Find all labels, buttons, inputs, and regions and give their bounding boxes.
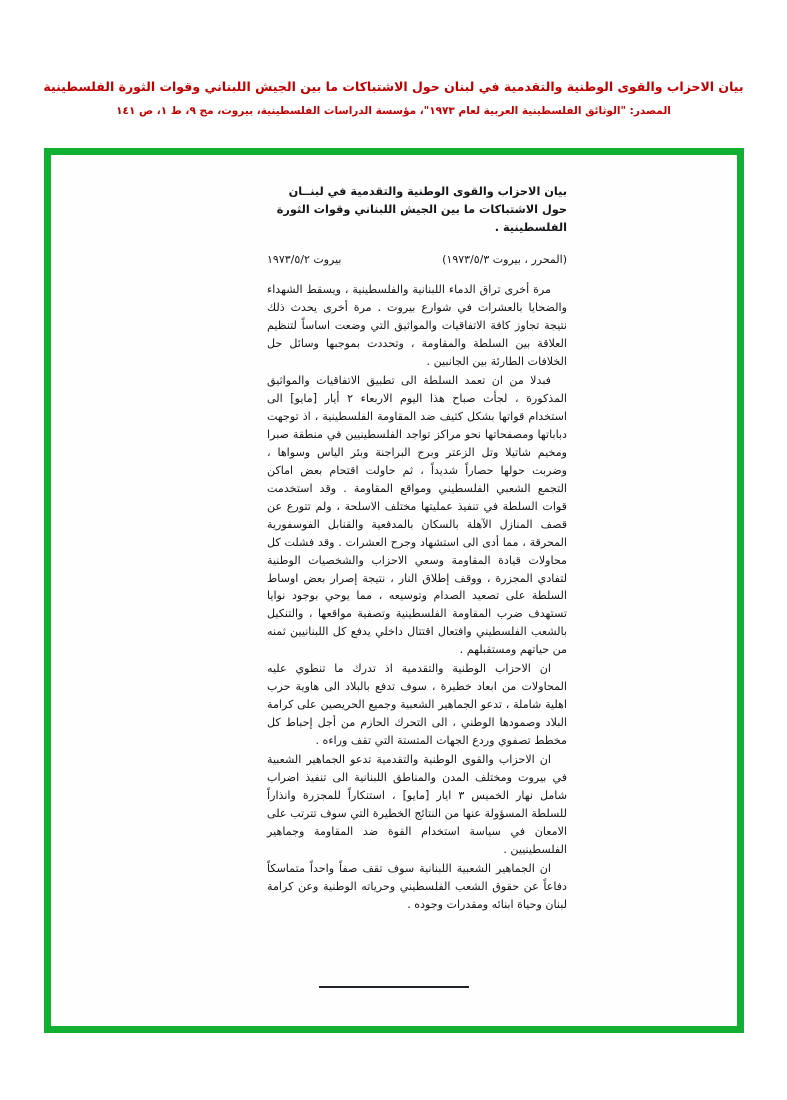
source-citation: المصدر: "الوثائق الفلسطينية العربية لعام ١٩٧٣"، مؤسسة الدراسات الفلسطينية، بيروت، مج ٩، ط ١، ص ١٤١: [116, 104, 671, 117]
scan-document-title: بيان الاحزاب والقوى الوطنية والتقدمية في لبنــان حول الاشتباكات ما بين الجيش اللبناني وقوات الثورة الفلسطينية .: [276, 185, 567, 235]
place-and-date: بيروت ١٩٧٣/٥/٢: [267, 253, 342, 267]
dateline: [267, 251, 567, 269]
paragraph: ان الاحزاب والقوى الوطنية والتقدمية تدعو الجماهير الشعبية في بيروت ومختلف المدن والمناطق اللبنانية الى تنفيذ اضراب شامل نهار الخميس ٣ ايار [مايو] ، استنكاراً للمجزرة وانذاراً للسلطة المسؤولة عنها من النتائج الخطيرة التي سوف تترتب على الامعان في سياسة استخدام القوة ضد المقاومة وجماهير الفلسطينيين .: [267, 753, 567, 857]
end-of-document-rule: [51, 986, 737, 988]
paragraph: فبدلا من ان تعمد السلطة الى تطبيق الاتفاقيات والمواثيق المذكورة ، لجأت صباح هذا اليوم الاربعاء ٢ أيار [مايو] الى استخدام قواتها بشكل كثيف ضد المقاومة الفلسطينية ، اذ توجهت دباباتها ومصفحاتها نحو مراكز تواجد الفلسطينيين في منطقة صبرا ومخيم شاتيلا وتل الزعتر وبرج البراجنة وبئر الياس وسواها ، وضربت حولها حصاراً شديداً ، ثم حاولت اقتحام بعض اماكن التجمع الشعبي الفلسطيني ومواقع المقاومة . وقد استخدمت قوات السلطة في تنفيذ عمليتها مختلف الاسلحة ، ولم تتورع عن قصف المنازل الآهلة بالسكان بالمدفعية والقنابل الفوسفورية المحرقة ، مما أدى الى استشهاد وجرح العشرات . وقد فشلت كل محاولات قيادة المقاومة وسعي الاحزاب والشخصيات الوطنية لتفادي المجزرة ، ووقف إطلاق النار ، نتيجة إصرار بعض اوساط السلطة على تصعيد الصدام وتوسيعه ، مما يوحي بوجود نوايا تستهدف ضرب المقاومة الفلسطينية وتصفية مواقعها ، والتنكيل بالشعب الفلسطيني وافتعال اقتتال داخلي يدفع كل اللبنانيين ثمنه من حياتهم ومستقبلهم .: [267, 373, 567, 657]
page-header: [0, 0, 787, 120]
scanned-document-image: [51, 155, 737, 1026]
paragraph: مرة أخرى تراق الدماء اللبنانية والفلسطينية ، ويسقط الشهداء والضحايا بالعشرات في شوارع بيروت . مرة أخرى يحدث ذلك نتيجة تجاوز كافة الاتفاقيات والمواثيق التي وضعت اساساً لتنظيم العلاقة بين السلطة والمقاومة ، وتحددت بموجبها وسائل حل الخلافات الطارئة بين الجانبين .: [267, 283, 567, 368]
paragraph: ان الاحزاب الوطنية والتقدمية اذ تدرك ما تنطوي عليه المحاولات من ابعاد خطيرة ، سوف تدفع بالبلاد الى هاوية حرب اهلية شاملة ، تدعو الجماهير الشعبية وجميع الحريصين على كرامة البلاد وصمودها الوطني ، الى التحرك الحازم من أجل إحباط كل مخطط تصفوي وردع الجهات المتستة التي تقف وراءه .: [267, 662, 567, 748]
scan-frame-border: [44, 148, 744, 1033]
paragraph: ان الجماهير الشعبية اللبنانية سوف تقف صفاً واحداً متماسكاً دفاعاً عن حقوق الشعب الفلسطيني وحرياته الوطنية وعن كرامة لبنان وحياة ابنائه ومقدرات وجوده .: [267, 862, 567, 911]
page-title: بيان الاحزاب والقوى الوطنية والتقدمية في لبنان حول الاشتباكات ما بين الجيش اللبناني وقوات الثورة الفلسطينية: [43, 79, 744, 94]
scan-text-column: [267, 183, 567, 915]
horizontal-rule: [319, 986, 469, 988]
editor-note: (المحرر ، بيروت ١٩٧٣/٥/٣): [442, 253, 567, 267]
